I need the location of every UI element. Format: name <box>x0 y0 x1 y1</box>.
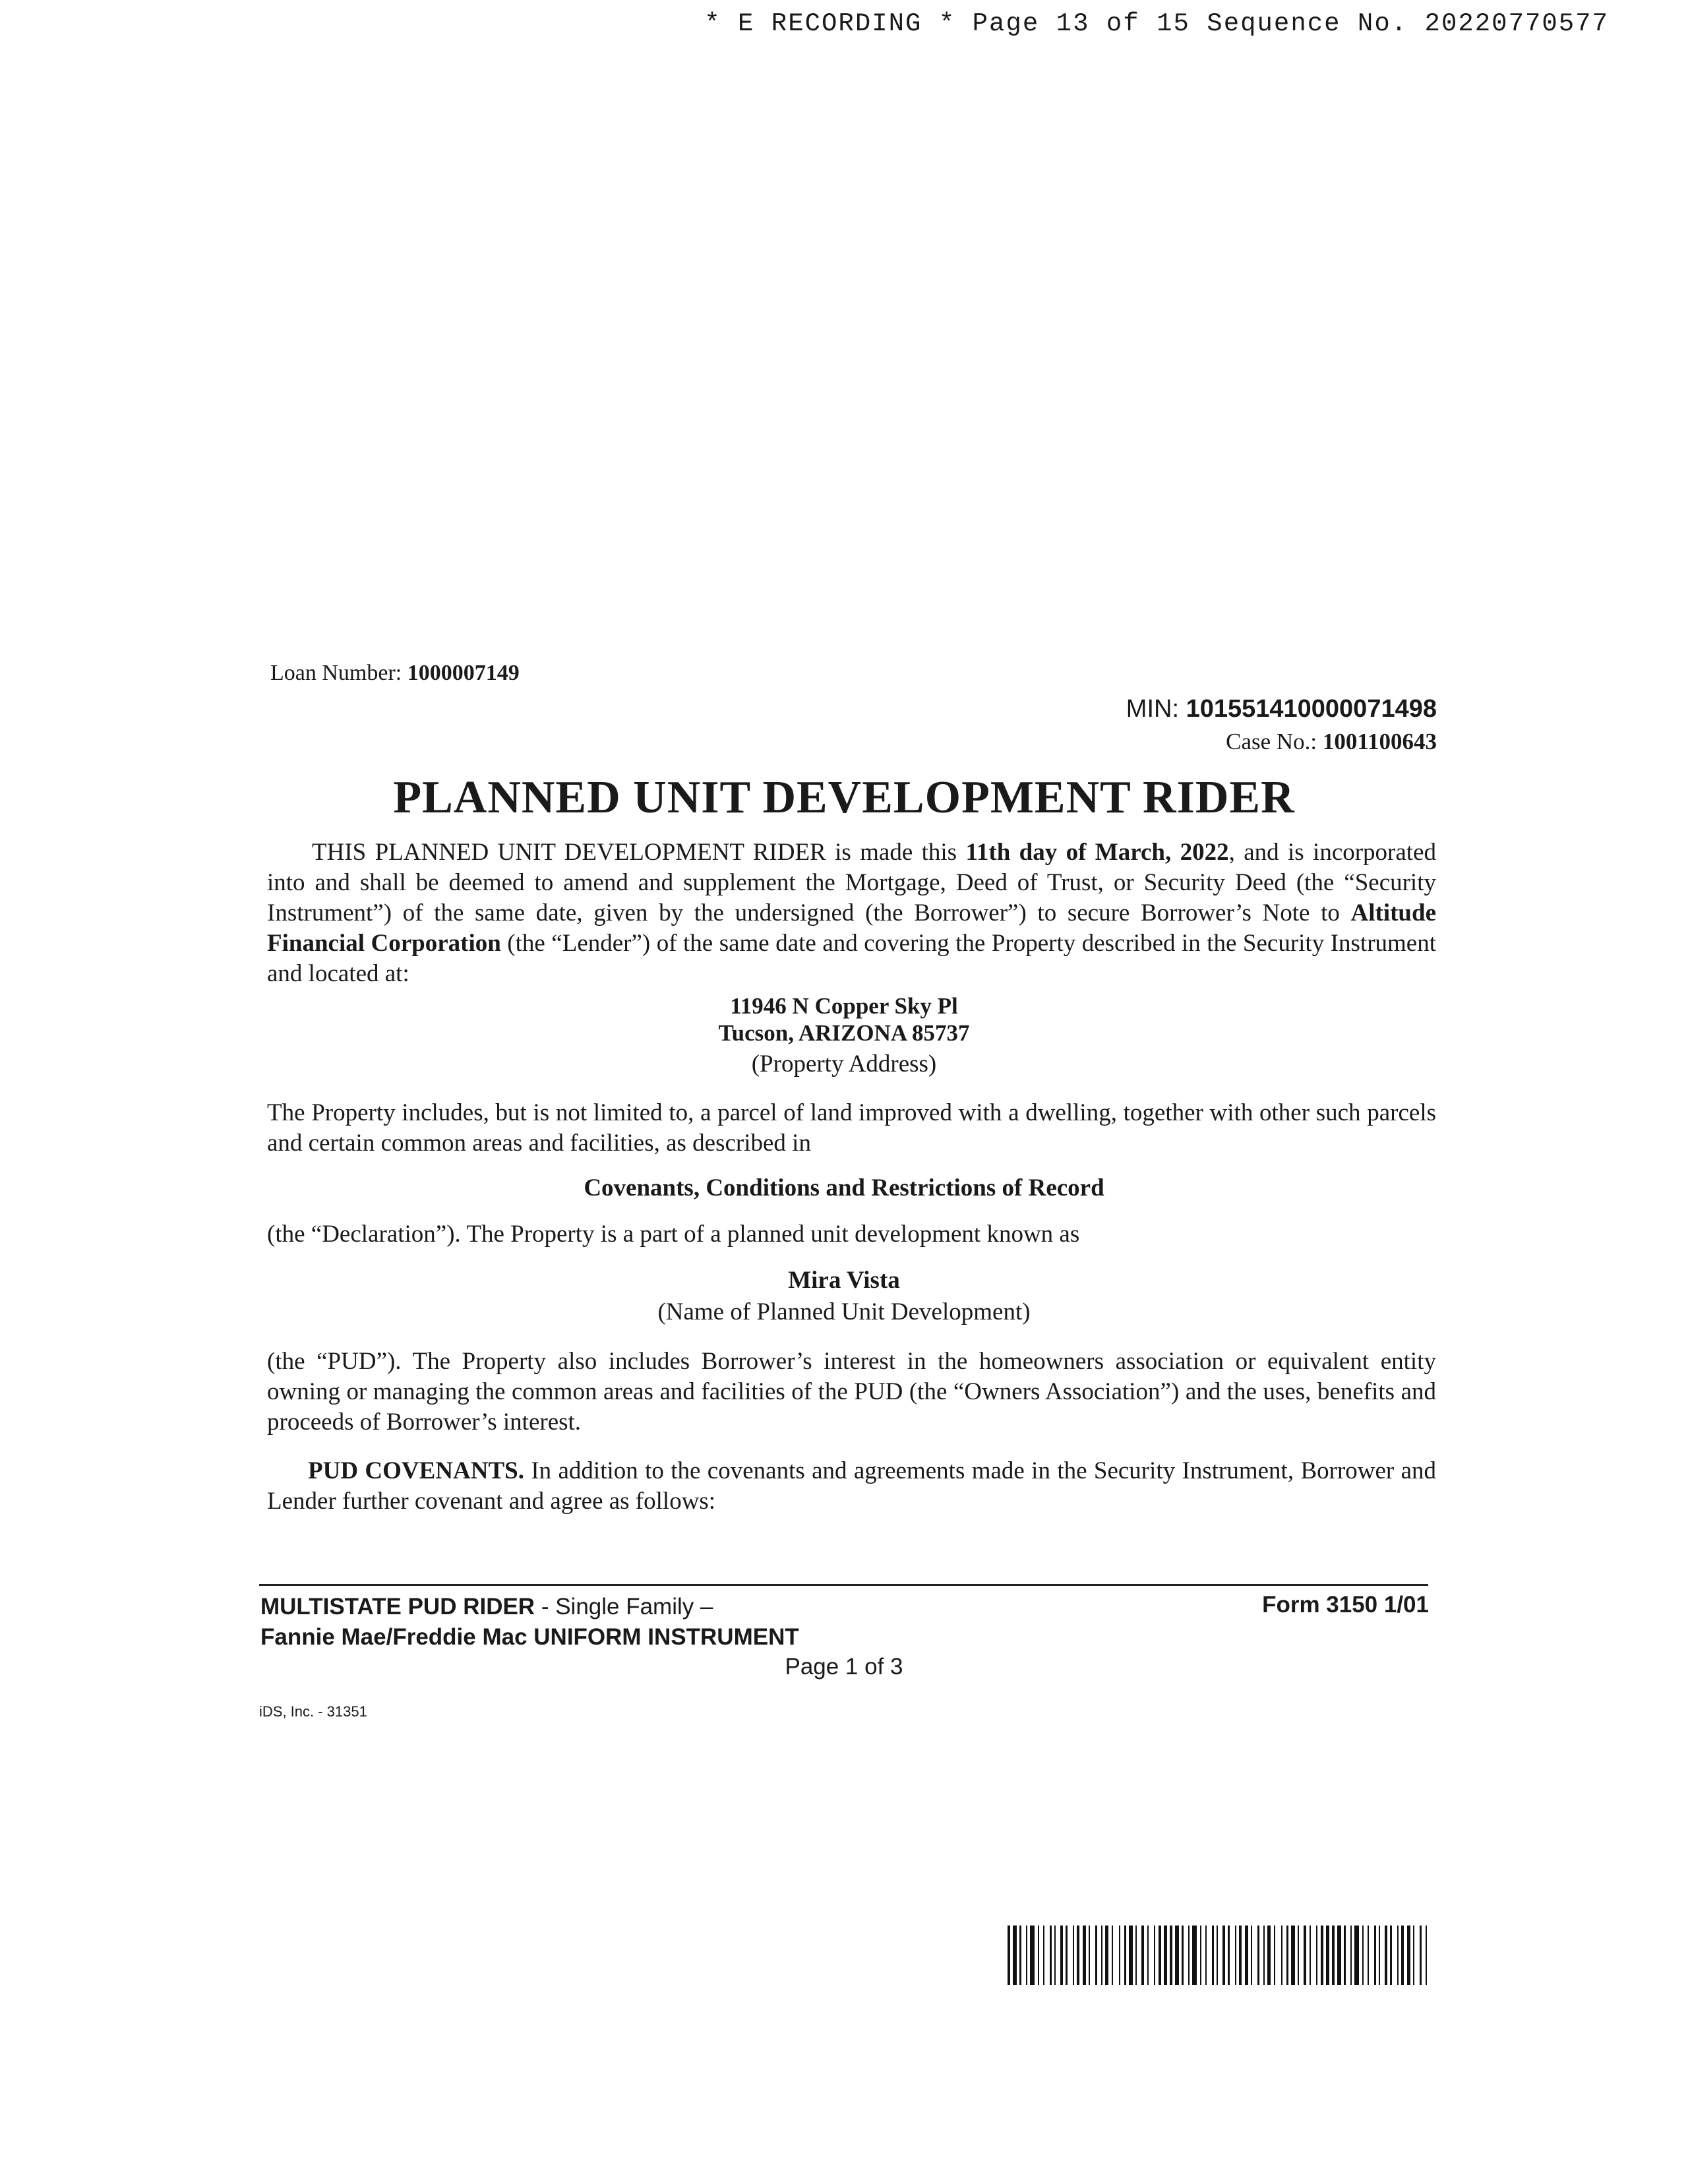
min-number <box>1126 695 1437 723</box>
footer-line2: Fannie Mae/Freddie Mac UNIFORM INSTRUMENT <box>260 1624 799 1650</box>
case-label: Case No.: <box>1226 729 1317 754</box>
rider-date: 11th day of March, 2022 <box>965 839 1229 866</box>
declaration-name: Covenants, Conditions and Restrictions of Record <box>584 1174 1104 1201</box>
footer-form-title <box>260 1592 799 1653</box>
min-label: MIN: <box>1126 695 1180 723</box>
barcode-icon <box>1008 1926 1428 1985</box>
intro-text-b: , and is incorporated into and shall be deemed to amend and supplement the Mortgage, Deed of Trust, or Security Deed (the “Security Instrument”) of the same date, given by the undersigned (the Borrower”) to secure Borrower’s Note to <box>267 839 1437 926</box>
footer-page-number: Page 1 of 3 <box>785 1654 903 1680</box>
min-value: 101551410000071498 <box>1186 695 1437 723</box>
recording-header: * E RECORDING * Page 13 of 15 Sequence No. 20220770577 <box>704 9 1609 38</box>
intro-paragraph <box>267 837 1436 989</box>
property-address-label: (Property Address) <box>751 1050 937 1077</box>
loan-number <box>270 661 520 686</box>
case-number <box>1226 729 1437 755</box>
pud-covenants-paragraph <box>267 1456 1436 1517</box>
footer-line1-plain: - Single Family – <box>535 1594 713 1620</box>
footer-line1-bold: MULTISTATE PUD RIDER <box>260 1594 535 1620</box>
declaration-paragraph: (the “Declaration”). The Property is a part of a planned unit development known as <box>267 1221 1080 1248</box>
property-address-line1: 11946 N Copper Sky Pl <box>730 993 958 1019</box>
loan-number-label: Loan Number: <box>270 661 402 685</box>
lender-name: Altitude Financial Corporation <box>267 899 1436 957</box>
document-title: PLANNED UNIT DEVELOPMENT RIDER <box>393 772 1295 823</box>
footer-vendor: iDS, Inc. - 31351 <box>259 1703 367 1720</box>
footer-form-number: Form 3150 1/01 <box>1262 1592 1429 1618</box>
pud-covenants-text: In addition to the covenants and agreements made in the Security Instrument, Borrower and Lender further covenant and agree as follows: <box>267 1457 1436 1515</box>
pud-covenants-lead: PUD COVENANTS. <box>308 1457 524 1484</box>
property-paragraph: The Property includes, but is not limited to, a parcel of land improved with a dwelling, together with other such parcels and certain common areas and facilities, as described in <box>267 1099 1436 1157</box>
property-address-line2: Tucson, ARIZONA 85737 <box>718 1020 970 1046</box>
intro-text-c: (the “Lender”) of the same date and covering the Property described in the Security Instrument and located at: <box>267 930 1436 987</box>
footer-divider <box>259 1584 1428 1586</box>
pud-name-label: (Name of Planned Unit Development) <box>657 1298 1031 1325</box>
owners-association-paragraph: (the “PUD”). The Property also includes Borrower’s interest in the homeowners association or equivalent entity owning or managing the common areas and facilities of the PUD (the “Owners Association”) and the uses, benefits and proceeds of Borrower’s interest. <box>267 1348 1436 1436</box>
pud-name: Mira Vista <box>788 1267 900 1294</box>
intro-text-a: THIS PLANNED UNIT DEVELOPMENT RIDER is made this <box>312 839 966 866</box>
loan-number-value: 1000007149 <box>407 661 520 685</box>
case-value: 1001100643 <box>1322 729 1437 754</box>
